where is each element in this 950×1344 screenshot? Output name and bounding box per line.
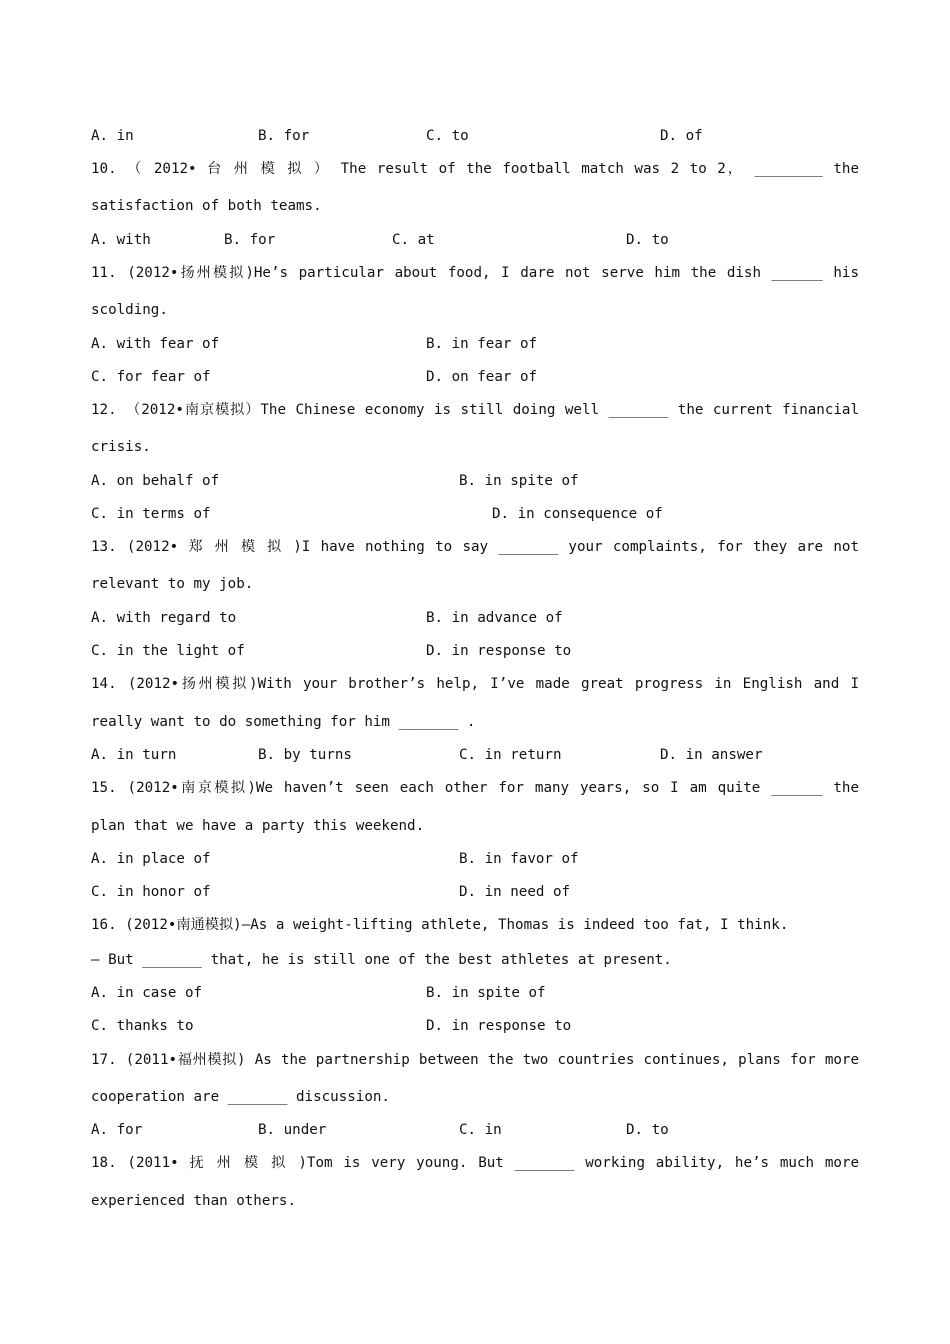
question-stem-continued: relevant to my job. <box>91 576 254 592</box>
option-b: B. in advance of <box>426 610 563 626</box>
option-b: B. in favor of <box>459 851 579 867</box>
option-a: A. in <box>91 128 134 144</box>
option-a: A. with <box>91 232 151 248</box>
option-a: A. with fear of <box>91 336 220 352</box>
question-stem-continued: crisis. <box>91 439 151 455</box>
question-stem-continued: cooperation are _______ discussion. <box>91 1089 390 1105</box>
option-d: D. to <box>626 232 669 248</box>
option-d: D. in consequence of <box>492 506 663 522</box>
question-stem-continued: scolding. <box>91 302 168 318</box>
option-b: B. by turns <box>258 747 352 763</box>
option-a: A. in place of <box>91 851 211 867</box>
option-a: A. in case of <box>91 985 203 1001</box>
question-stem-continued: really want to do something for him _______ . <box>91 714 476 730</box>
question-stem: 16. (2012•南通模拟)—As a weight-lifting athlete, Thomas is indeed too fat, I think. <box>91 917 789 933</box>
option-c: C. to <box>426 128 469 144</box>
option-d: D. in response to <box>426 1018 572 1034</box>
question-stem: 14. (2012•扬州模拟)With your brother’s help, I’ve made great progress in English and I <box>91 676 859 692</box>
option-c: C. at <box>392 232 435 248</box>
option-a: A. for <box>91 1122 143 1138</box>
option-d: D. to <box>626 1122 669 1138</box>
option-a: A. on behalf of <box>91 473 220 489</box>
question-stem-continued: — But _______ that, he is still one of the best athletes at present. <box>91 952 672 968</box>
question-stem-continued: plan that we have a party this weekend. <box>91 818 425 834</box>
question-stem-continued: satisfaction of both teams. <box>91 198 322 214</box>
question-stem: 11. (2012•扬州模拟)He’s particular about food, I dare not serve him the dish ______ his <box>91 265 859 281</box>
question-stem: 13. (2012• 郑 州 模 拟 )I have nothing to say _______ your complaints, for they are not <box>91 539 859 555</box>
option-c: C. thanks to <box>91 1018 194 1034</box>
question-stem: 18. (2011• 抚 州 模 拟 )Tom is very young. But _______ working ability, he’s much more <box>91 1155 859 1171</box>
option-b: B. in fear of <box>426 336 538 352</box>
option-d: D. in answer <box>660 747 763 763</box>
option-d: D. of <box>660 128 703 144</box>
option-b: B. for <box>224 232 276 248</box>
option-c: C. in the light of <box>91 643 245 659</box>
question-stem: 10. （ 2012• 台 州 模 拟 ） The result of the football match was 2 to 2， ________ the <box>91 161 859 177</box>
option-b: B. in spite of <box>426 985 546 1001</box>
option-c: C. in honor of <box>91 884 211 900</box>
option-c: C. in <box>459 1122 502 1138</box>
option-c: C. for fear of <box>91 369 211 385</box>
question-stem-continued: experienced than others. <box>91 1193 296 1209</box>
question-stem: 17. (2011•福州模拟) As the partnership between the two countries continues, plans for more <box>91 1052 859 1068</box>
option-d: D. in response to <box>426 643 572 659</box>
option-b: B. for <box>258 128 310 144</box>
option-c: C. in terms of <box>91 506 211 522</box>
option-c: C. in return <box>459 747 562 763</box>
option-b: B. in spite of <box>459 473 579 489</box>
option-a: A. with regard to <box>91 610 237 626</box>
option-a: A. in turn <box>91 747 177 763</box>
question-stem: 15. (2012•南京模拟)We haven’t seen each other for many years, so I am quite ______ the <box>91 780 859 796</box>
option-d: D. on fear of <box>426 369 538 385</box>
option-d: D. in need of <box>459 884 571 900</box>
option-b: B. under <box>258 1122 327 1138</box>
question-stem: 12. （2012•南京模拟）The Chinese economy is still doing well _______ the current financial <box>91 402 859 418</box>
